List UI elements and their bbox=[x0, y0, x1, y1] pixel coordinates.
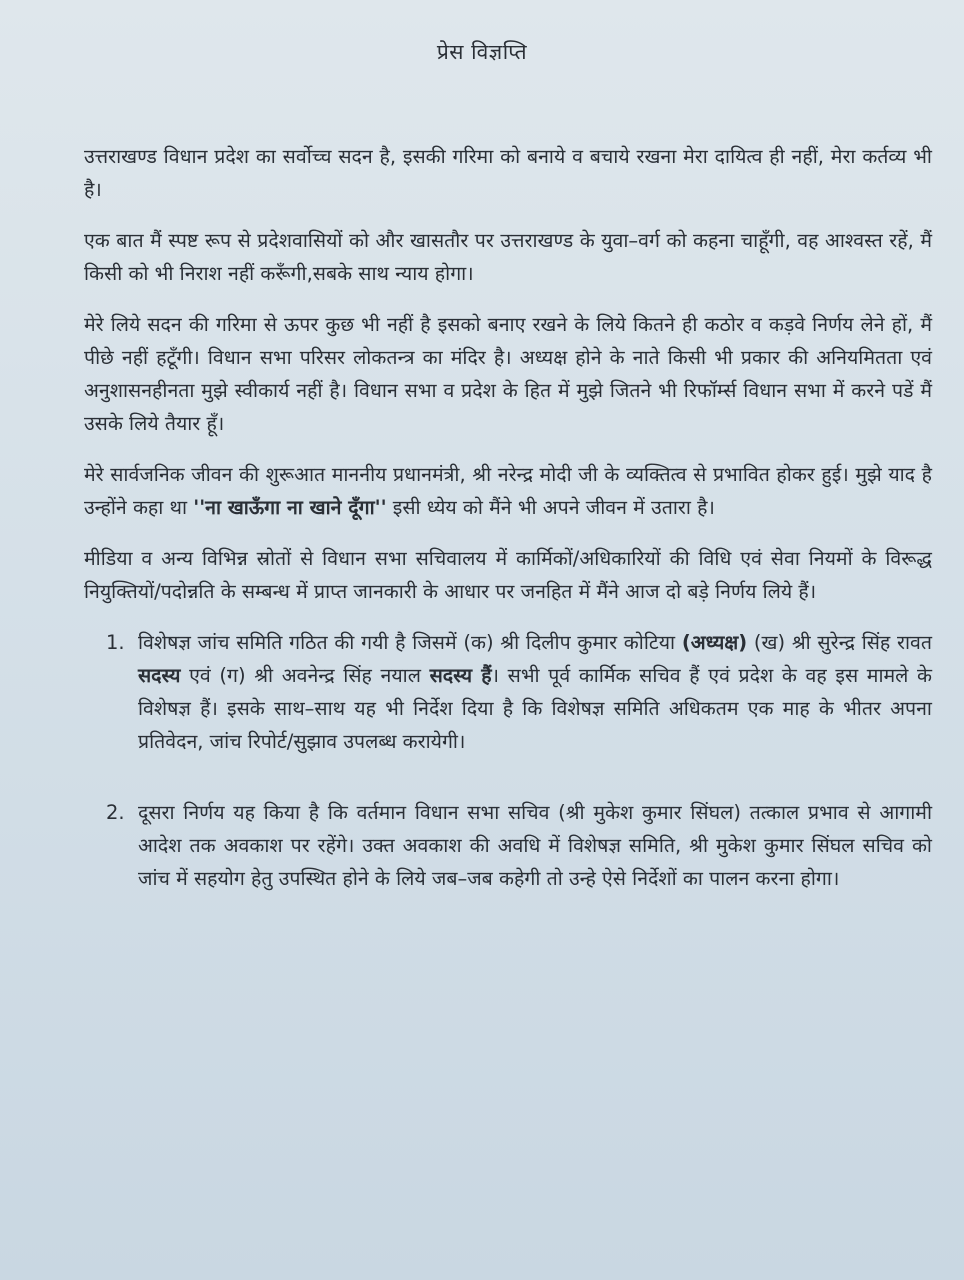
document-body bbox=[84, 140, 932, 933]
list-item-1 bbox=[84, 626, 932, 758]
item-1-member-1: सदस्य bbox=[138, 664, 181, 687]
paragraph-1: उत्तराखण्ड विधान प्रदेश का सर्वोच्च सदन है, इसकी गरिमा को बनाये व बचाये रखना मेरा दायित्व ही नहीं, मेरा कर्तव्य भी है। bbox=[84, 145, 932, 201]
item-2-text: दूसरा निर्णय यह किया है कि वर्तमान विधान सभा सचिव (श्री मुकेश कुमार सिंघल) तत्काल प्रभाव से आगामी आदेश तक अवकाश पर रहेंगे। उक्त अवकाश की अवधि में विशेषज्ञ समिति, श्री मुकेश कुमार सिंघल सचिव को जांच में सहयोग हेतु उपस्थित होने के लिये जब–जब कहेगी तो उन्हे ऐसे निर्देशों का पालन करना होगा। bbox=[138, 801, 932, 890]
paragraph-5: मीडिया व अन्य विभिन्न स्रोतों से विधान सभा सचिवालय में कार्मिकों/अधिकारियों की विधि एवं सेवा नियमों के विरूद्ध नियुक्तियों/पदोन्नति के सम्बन्ध में प्राप्त जानकारी के आधार पर जनहित में मैंने आज दो बड़े निर्णय लिये हैं। bbox=[84, 547, 932, 603]
paragraph-4-text-a: मेरे सार्वजनिक जीवन की शुरूआत माननीय प्रधानमंत्री, श्री नरेन्द्र मोदी जी के व्यक्तित्व से प्रभावित होकर हुई। मुझे याद है उन्होंने कहा था bbox=[84, 463, 932, 519]
paragraph-3: मेरे लिये सदन की गरिमा से ऊपर कुछ भी नहीं है इसको बनाए रखने के लिये कितने ही कठोर व कड़वे निर्णय लेने हों, मैं पीछे नहीं हटूँगी। विधान सभा परिसर लोकतन्त्र का मंदिर है। अध्यक्ष होने के नाते किसी भी प्रकार की अनियमितता एवं अनुशासनहीनता मुझे स्वीकार्य नहीं है। विधान सभा व प्रदेश के हित में मुझे जितने भी रिफॉर्म्स विधान सभा में करने पडें मैं उसके लिये तैयार हूँ। bbox=[84, 313, 932, 435]
paragraph-4-quote: ''ना खाऊँगा ना खाने दूँगा'' bbox=[193, 496, 387, 519]
paragraph-4-text-b: इसी ध्येय को मैंने भी अपने जीवन में उतारा है। bbox=[386, 496, 715, 519]
list-item-2 bbox=[84, 796, 932, 895]
page-title: प्रेस विज्ञप्ति bbox=[436, 40, 528, 64]
decision-list bbox=[84, 626, 932, 895]
paragraph-4 bbox=[84, 458, 932, 524]
item-1-member-2: सदस्य हैं bbox=[429, 664, 492, 687]
item-1-text-g: । सभी पूर्व कार्मिक सचिव हैं एवं प्रदेश के वह इस मामले के विशेषज्ञ हैं। इसके साथ–साथ यह भी निर्देश दिया है कि विशेषज्ञ समिति अधिकतम एक माह के भीतर अपना प्रतिवेदन, जांच रिपोर्ट/सुझाव उपलब्ध करायेगी। bbox=[138, 664, 933, 753]
list-number-2: 2. bbox=[106, 801, 125, 824]
item-1-chairman: (अध्यक्ष) bbox=[681, 631, 748, 654]
item-1-text-a: विशेषज्ञ जांच समिति गठित की गयी है जिसमें (क) श्री दिलीप कुमार कोटिया bbox=[138, 631, 682, 654]
list-number-1: 1. bbox=[106, 631, 125, 654]
item-1-text-c: (ख) श्री सुरेन्द्र सिंह रावत bbox=[747, 631, 933, 654]
item-1-text-e: एवं (ग) श्री अवनेन्द्र सिंह नयाल bbox=[180, 664, 430, 687]
paragraph-2: एक बात मैं स्पष्ट रूप से प्रदेशवासियों को और खासतौर पर उत्तराखण्ड के युवा–वर्ग को कहना चाहूँगी, वह आश्वस्त रहें, मैं किसी को भी निराश नहीं करूँगी,सबके साथ न्याय होगा। bbox=[84, 229, 932, 285]
